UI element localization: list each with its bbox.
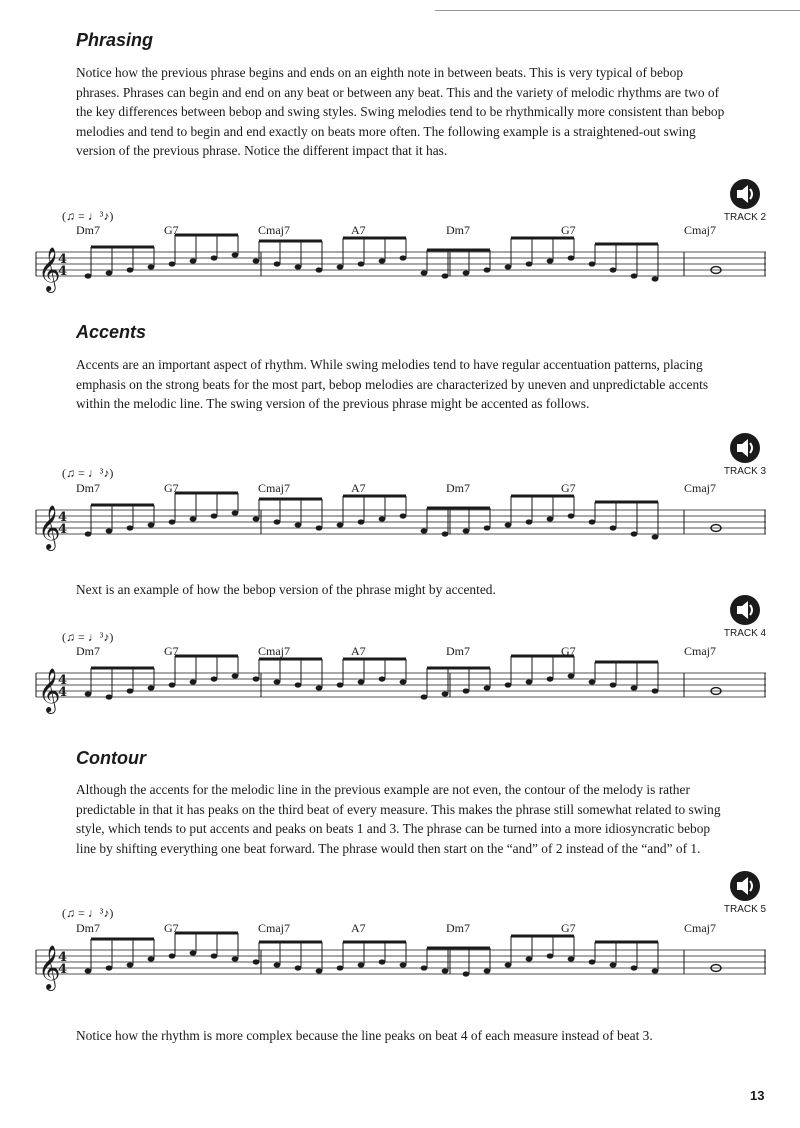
note-head [337,965,344,970]
note-head [211,953,218,958]
section-heading-accents: Accents [76,322,147,342]
chord-symbol: A7 [351,644,366,658]
note-head [610,267,617,272]
chord-symbol: Cmaj7 [258,223,290,237]
note-head [253,676,260,681]
note-head [274,261,281,266]
note-head [190,516,197,521]
chord-symbol: Dm7 [76,223,100,237]
swing-marking: (♫ = ♩³♪) [62,209,114,223]
section-heading-phrasing: Phrasing [76,30,154,50]
track-label: TRACK 4 [723,628,767,639]
note-head [232,956,239,961]
note-head [316,525,323,530]
chord-symbol: A7 [351,481,366,495]
note-head [253,516,260,521]
treble-clef-icon: 𝄞 [38,505,61,549]
note-head [169,261,176,266]
time-signature-top: 4 [58,673,68,688]
note-head [547,516,554,521]
note-head [358,962,365,967]
note-head [169,953,176,958]
note-head [505,522,512,527]
music-example-1 [36,224,766,299]
note-head [652,968,659,973]
note-head [463,688,470,693]
time-signature-bottom: 4 [58,522,68,537]
note-head [316,685,323,690]
note-head [484,968,491,973]
note-head [421,270,428,275]
note-head [169,519,176,524]
note-head [547,676,554,681]
note-head [295,965,302,970]
note-head [358,679,365,684]
note-head [631,273,638,278]
note-head [652,534,659,539]
time-signature-top: 4 [58,950,68,965]
note-head [337,264,344,269]
note-head [568,255,575,260]
time-signature-bottom: 4 [58,685,68,700]
note-head [568,513,575,518]
speaker-icon [729,432,761,464]
treble-clef-icon: 𝄞 [38,668,61,712]
note-head [631,965,638,970]
paragraph-accents: Accents are an important aspect of rhythm. While swing melodies tend to have regular accentuation patterns, placing emphasis on the strong beats for the most part, bebop melodies are characterized by uneven and unpredictable accents within the melodic line. The swing version of the previous phrase might be accented as follows. [76,357,709,411]
chord-symbol: Dm7 [446,921,470,935]
treble-clef-icon: 𝄞 [38,945,61,989]
note-head [232,510,239,515]
note-head [463,270,470,275]
note-head [106,694,113,699]
speaker-icon [729,870,761,902]
note-head [589,959,596,964]
note-head [316,267,323,272]
note-head [211,676,218,681]
note-head [274,519,281,524]
note-head [421,694,428,699]
note-head [106,270,113,275]
note-head [547,953,554,958]
chord-symbol: G7 [164,644,179,658]
note-head [274,962,281,967]
page-number: 13 [750,1088,765,1103]
note-head [421,965,428,970]
note-head [211,255,218,260]
note-head [400,255,407,260]
note-head [400,962,407,967]
note-head [400,513,407,518]
note-head [253,258,260,263]
note-head [85,531,92,536]
swing-marking: (♫ = ♩³♪) [62,466,114,480]
chord-symbol: Dm7 [76,481,100,495]
note-head [148,264,155,269]
treble-clef-icon: 𝄞 [38,247,61,291]
note-head [85,273,92,278]
note-head [127,688,134,693]
chord-symbol: Cmaj7 [684,921,716,935]
chord-symbol: Cmaj7 [258,644,290,658]
music-example-3 [36,645,766,720]
note-head [631,531,638,536]
chord-symbol: G7 [561,644,576,658]
note-head [148,956,155,961]
chord-symbol: Dm7 [446,223,470,237]
note-head [610,525,617,530]
note-head [547,258,554,263]
chord-symbol: Cmaj7 [684,644,716,658]
note-head [295,682,302,687]
chord-symbol: A7 [351,921,366,935]
note-head [379,676,386,681]
note-head [148,522,155,527]
note-head [568,673,575,678]
note-head [85,691,92,696]
note-head [169,682,176,687]
note-head [379,258,386,263]
speaker-icon [729,594,761,626]
note-head [190,258,197,263]
note-head [127,267,134,272]
note-head [421,528,428,533]
note-head [127,962,134,967]
track-label: TRACK 3 [723,466,767,477]
note-head [442,273,449,278]
note-head [379,959,386,964]
chord-symbol: G7 [561,223,576,237]
chord-symbol: Dm7 [76,644,100,658]
note-head [274,679,281,684]
note-head [106,528,113,533]
swing-marking: (♫ = ♩³♪) [62,630,114,644]
chord-symbol: A7 [351,223,366,237]
paragraph-phrasing: Notice how the previous phrase begins and ends on an eighth note in between beats. This is very typical of bebop phrases. Phrases can begin and end on any beat or between any beat. This and the variety of melodic rhythms are two of the key differences between bebop and swing styles. Swing melodies tend to be rhythmically more consistent than bebop melodies and tend to begin and end exactly on beats more often. The following example is a straightened-out swing version of the previous phrase. Notice the different impact that it has. [76,65,725,158]
track-4-audio[interactable] [715,594,775,639]
note-head [211,513,218,518]
paragraph-contour: Although the accents for the melodic line in the previous example are not even, the contour of the melody is rather predictable in that it has peaks on the third beat of every measure. This makes the phrase still somewhat related to swing style, which tends to put accents and peaks on beats 1 and 3. The phrase can be turned into a more idiosyncratic bebop line by shifting everything one beat forward. The phrase would then start on the “and” of 2 instead of the “and” of 1. [76,782,721,856]
note-head [589,679,596,684]
note-head [232,252,239,257]
note-head [631,685,638,690]
speaker-icon [729,178,761,210]
note-head [148,685,155,690]
note-head [442,968,449,973]
note-head [337,522,344,527]
chord-symbol: G7 [561,921,576,935]
note-head [505,962,512,967]
note-head [253,959,260,964]
chord-symbol: G7 [561,481,576,495]
note-head [589,261,596,266]
note-head [589,519,596,524]
note-head [190,679,197,684]
note-head [526,679,533,684]
note-head [442,531,449,536]
note-head [232,673,239,678]
note-head [400,679,407,684]
note-head [295,264,302,269]
chord-symbol: Dm7 [446,481,470,495]
chord-symbol: Dm7 [446,644,470,658]
note-head [484,525,491,530]
chord-symbol: G7 [164,481,179,495]
chord-symbol: Cmaj7 [258,481,290,495]
note-head [484,685,491,690]
time-signature-bottom: 4 [58,264,68,279]
paragraph-closing: Notice how the rhythm is more complex because the line peaks on beat 4 of each measure instead of beat 3. [76,1028,653,1043]
note-head [568,956,575,961]
top-rule [435,10,800,11]
note-head [127,525,134,530]
note-head [505,264,512,269]
note-head [484,267,491,272]
note-head [610,962,617,967]
note-head [610,682,617,687]
note-head [505,682,512,687]
chord-symbol: G7 [164,223,179,237]
note-head [295,522,302,527]
note-head [316,968,323,973]
chord-symbol: Dm7 [76,921,100,935]
track-2-audio[interactable] [715,178,775,223]
note-head [379,516,386,521]
track-3-audio[interactable] [715,432,775,477]
section-heading-contour: Contour [76,748,146,768]
note-head [463,971,470,976]
note-head [526,519,533,524]
time-signature-top: 4 [58,510,68,525]
paragraph-accents-bebop: Next is an example of how the bebop version of the phrase might by accented. [76,582,496,597]
track-5-audio[interactable] [715,870,775,915]
chord-symbol: Cmaj7 [684,223,716,237]
chord-symbol: Cmaj7 [258,921,290,935]
music-example-2 [36,482,766,557]
chord-symbol: Cmaj7 [684,481,716,495]
note-head [652,688,659,693]
swing-marking: (♫ = ♩³♪) [62,906,114,920]
note-head [526,956,533,961]
track-label: TRACK 5 [723,904,767,915]
note-head [358,261,365,266]
note-head [106,965,113,970]
note-head [526,261,533,266]
note-head [337,682,344,687]
track-label: TRACK 2 [723,212,767,223]
note-head [358,519,365,524]
note-head [85,968,92,973]
time-signature-top: 4 [58,252,68,267]
time-signature-bottom: 4 [58,962,68,977]
note-head [442,691,449,696]
chord-symbol: G7 [164,921,179,935]
music-example-4 [36,922,766,997]
note-head [652,276,659,281]
note-head [463,528,470,533]
note-head [190,950,197,955]
